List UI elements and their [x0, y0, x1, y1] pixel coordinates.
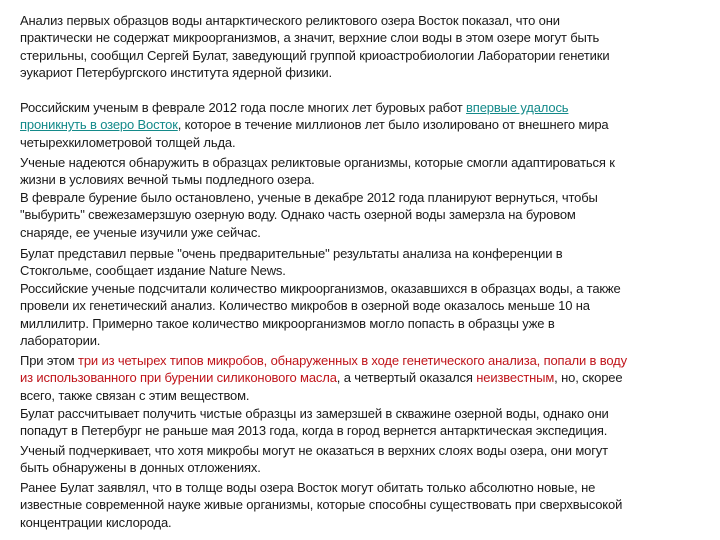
- paragraph-intro: [20, 12, 710, 82]
- text-line: миллилитр. Примерно такое количество микроорганизмов могло попасть в образцы уже в: [20, 315, 555, 331]
- text-line: Ранее Булат заявлял, что в толще воды озера Восток могут обитать только абсолютно новые, не: [20, 480, 596, 495]
- text-line: провели их генетический анализ. Количество микробов в озерной воде оказалось меньше 10 на: [20, 298, 590, 314]
- paragraph-drilling: [20, 99, 710, 151]
- text-line: [20, 116, 710, 133]
- paragraph-hopes: [20, 154, 710, 189]
- paragraph-silicone: [20, 352, 710, 404]
- text-line: быть обнаружены в донных отложениях.: [20, 460, 261, 476]
- text-line: В феврале бурение было остановлено, ученые в декабре 2012 года планируют вернуться, чтобы: [20, 190, 598, 205]
- paragraph-february: [20, 189, 710, 241]
- text-segment: Российским ученым в феврале 2012 года после многих лет буровых работ: [20, 100, 467, 115]
- text-segment: , но, скорее: [554, 370, 623, 386]
- text-line: снаряде, ее ученые изучили уже сейчас.: [20, 224, 261, 240]
- text-line: Анализ первых образцов воды антарктического реликтового озера Восток показал, что они: [20, 13, 560, 28]
- text-line: [20, 99, 710, 116]
- vostok-link-part2[interactable]: проникнуть в озеро Восток: [20, 117, 178, 133]
- text-line: четырехкилометровой толщей льда.: [20, 134, 236, 150]
- vostok-link-part1[interactable]: впервые удалось: [466, 100, 569, 115]
- text-line: практически не содержат микроорганизмов, а значит, верхние слои воды в этом озере могут быть: [20, 30, 600, 46]
- text-line: "выбурить" свежезамерзшую озерную воду. Однако часть озерной воды замерзла на буровом: [20, 207, 576, 223]
- text-segment: , которое в течение миллионов лет было изолировано от внешнего мира: [177, 117, 609, 133]
- text-line: концентрации кислорода.: [20, 514, 172, 530]
- paragraph-earlier: [20, 479, 710, 531]
- text-line: Ученый подчеркивает, что хотя микробы могут не оказаться в верхних слоях воды озера, они могут: [20, 443, 608, 458]
- paragraph-plans: [20, 405, 710, 440]
- text-line: Булат рассчитывает получить чистые образцы из замерзшей в скважине озерной воды, однако они: [20, 406, 609, 421]
- paragraph-count: [20, 280, 710, 350]
- text-line: стерильны, сообщил Сергей Булат, заведующий группой криоастробиологии Лаборатории генетики: [20, 47, 610, 63]
- highlighted-text: неизвестным: [476, 370, 555, 386]
- text-line: лаборатории.: [20, 333, 101, 349]
- text-line: Российские ученые подсчитали количество микроорганизмов, оказавшихся в образцах воды, а также: [20, 281, 621, 296]
- text-line: Ученые надеются обнаружить в образцах реликтовые организмы, которые смогли адаптироваться к: [20, 155, 615, 170]
- text-segment: , а четвертый оказался: [336, 370, 477, 386]
- text-line: всего, также связан с этим веществом.: [20, 387, 250, 403]
- text-line: попадут в Петербург не раньше мая 2013 года, когда в город вернется антарктическая экспедиция.: [20, 423, 608, 439]
- text-line: эукариот Петербургского института ядерной физики.: [20, 65, 332, 81]
- paragraph-conference: [20, 245, 710, 280]
- highlighted-text: из использованного при бурении силиконового масла: [20, 370, 337, 386]
- text-line: [20, 352, 710, 369]
- text-segment: При этом: [20, 353, 79, 368]
- text-line: [20, 369, 710, 386]
- text-line: Стокгольме, сообщает издание Nature News.: [20, 263, 286, 279]
- text-line: Булат представил первые "очень предварительные" результаты анализа на конференции в: [20, 246, 563, 261]
- highlighted-text: три из четырех типов микробов, обнаруженных в ходе генетического анализа, попали в воду: [78, 353, 627, 368]
- text-line: жизни в условиях вечной тьмы подледного озера.: [20, 172, 315, 188]
- text-line: известные современной науке живые организмы, которые способны существовать при сверхвысокой: [20, 497, 623, 513]
- paragraph-sediments: [20, 442, 710, 477]
